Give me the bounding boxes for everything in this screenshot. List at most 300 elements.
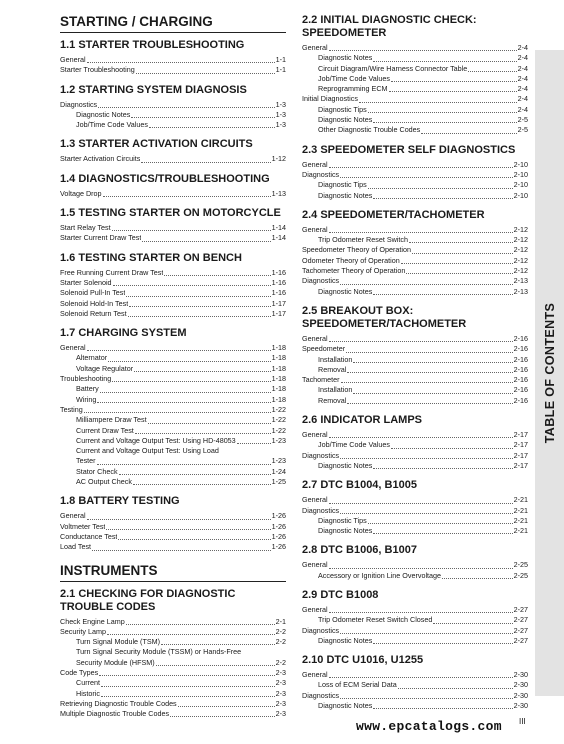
- table-of-contents-tab: [535, 50, 564, 696]
- toc-entry-title: Diagnostic Notes: [318, 286, 373, 296]
- toc-entry[interactable]: [302, 375, 528, 385]
- toc-entry[interactable]: [302, 526, 528, 536]
- toc-entry-title: Diagnostic Tips: [318, 180, 367, 190]
- dot-leader: [97, 464, 271, 465]
- dot-leader: [442, 578, 513, 579]
- toc-entry-page: 2-3: [275, 667, 286, 677]
- toc-entry-page: 2-16: [513, 333, 528, 343]
- toc-entry[interactable]: [302, 680, 528, 690]
- toc-entry-title: Circuit Diagram/Wire Harness Connector Table: [318, 63, 468, 73]
- toc-entry[interactable]: [302, 225, 528, 235]
- dot-leader: [406, 273, 512, 274]
- dot-leader: [129, 306, 270, 307]
- dot-leader: [353, 362, 512, 363]
- toc-entry-page: 1-23: [271, 456, 286, 466]
- toc-entry-title: Diagnostic Notes: [318, 526, 373, 536]
- toc-entry[interactable]: [302, 461, 528, 471]
- dot-leader: [347, 372, 512, 373]
- section-heading: 2.9 DTC B1008: [302, 588, 379, 601]
- toc-entry-page: 1-25: [271, 477, 286, 487]
- section-heading: 1.2 STARTING SYSTEM DIAGNOSIS: [60, 83, 247, 96]
- toc-entry[interactable]: [60, 658, 286, 668]
- toc-entry-page: 1-16: [271, 288, 286, 298]
- toc-entry-page: 1-3: [275, 99, 286, 109]
- toc-entry[interactable]: [60, 415, 286, 425]
- dot-leader: [340, 458, 512, 459]
- toc-entry[interactable]: [302, 701, 528, 711]
- toc-entry[interactable]: [60, 426, 286, 436]
- toc-entry[interactable]: [302, 506, 528, 516]
- toc-entry-page: 2-30: [513, 670, 528, 680]
- toc-entry-title: Start Relay Test: [60, 223, 111, 233]
- toc-entry-page: 1-18: [271, 363, 286, 373]
- toc-entry-title: Starter Current Draw Test: [60, 233, 142, 243]
- dot-leader: [101, 696, 275, 697]
- dot-leader: [99, 675, 274, 676]
- dot-leader: [164, 275, 270, 276]
- dot-leader: [101, 686, 275, 687]
- toc-entry-page: 1-18: [271, 384, 286, 394]
- toc-entry[interactable]: [302, 636, 528, 646]
- toc-entry-title: General: [302, 159, 328, 169]
- toc-entry[interactable]: [302, 516, 528, 526]
- section-heading: 1.8 BATTERY TESTING: [60, 495, 180, 508]
- toc-entry-title: Load Test: [60, 542, 92, 552]
- toc-entry-title: Installation: [318, 354, 353, 364]
- toc-entry-page: 1-26: [271, 542, 286, 552]
- dot-leader: [135, 433, 271, 434]
- dot-leader: [112, 230, 271, 231]
- toc-entry[interactable]: [302, 560, 528, 570]
- toc-entry-page: 2-2: [275, 657, 286, 667]
- toc-right-sections: [302, 14, 528, 711]
- toc-entry[interactable]: [60, 699, 286, 709]
- toc-entry[interactable]: [302, 105, 528, 115]
- toc-entry-page: 1-23: [271, 435, 286, 445]
- toc-entry-title: General: [302, 430, 328, 440]
- toc-entry-page: 1-22: [271, 425, 286, 435]
- toc-entry[interactable]: [60, 637, 286, 647]
- toc-entry-title: Multiple Diagnostic Trouble Codes: [60, 709, 170, 719]
- toc-entry[interactable]: [60, 154, 286, 164]
- toc-entry-page: 1-14: [271, 233, 286, 243]
- toc-entry[interactable]: [302, 605, 528, 615]
- dot-leader: [368, 188, 513, 189]
- toc-entry[interactable]: [302, 256, 528, 266]
- dot-leader: [409, 242, 513, 243]
- toc-entry[interactable]: [302, 64, 528, 74]
- toc-entry-page: 2-4: [517, 84, 528, 94]
- dot-leader: [97, 402, 270, 403]
- toc-entry-title: Stator Check: [76, 466, 118, 476]
- toc-entry-title: Turn Signal Module (TSM): [76, 637, 161, 647]
- toc-entry-page: 2-25: [513, 560, 528, 570]
- toc-entry-page: 1-1: [275, 65, 286, 75]
- toc-entry-page: 2-4: [517, 94, 528, 104]
- dot-leader: [359, 102, 517, 103]
- toc-entry-page: 2-30: [513, 690, 528, 700]
- toc-entry-title: Accessory or Ignition Line Overvoltage: [318, 570, 442, 580]
- toc-entry-page: 2-12: [513, 266, 528, 276]
- toc-entry-title: Diagnostic Notes: [76, 109, 131, 119]
- toc-entry-page: 2-21: [513, 526, 528, 536]
- section-heading: 1.6 TESTING STARTER ON BENCH: [60, 251, 242, 264]
- dot-leader: [389, 91, 517, 92]
- toc-entry[interactable]: [302, 235, 528, 245]
- toc-entry-title: Milliampere Draw Test: [76, 415, 147, 425]
- toc-entry-title: General: [302, 670, 328, 680]
- toc-entry-title: Other Diagnostic Trouble Codes: [318, 125, 421, 135]
- toc-entry-title: Job/Time Code Values: [76, 120, 148, 130]
- toc-entry-page: 2-27: [513, 615, 528, 625]
- toc-entry[interactable]: [60, 288, 286, 298]
- toc-entry[interactable]: [302, 191, 528, 201]
- toc-entry-title: Job/Time Code Values: [318, 73, 390, 83]
- toc-entry-page: 2-4: [517, 73, 528, 83]
- toc-entry[interactable]: [302, 115, 528, 125]
- toc-entry-title: Voltage Drop: [60, 188, 102, 198]
- toc-entry[interactable]: [60, 299, 286, 309]
- toc-entry-page: 2-3: [275, 688, 286, 698]
- dot-leader: [329, 568, 513, 569]
- toc-entry-page: 2-10: [513, 190, 528, 200]
- toc-entry[interactable]: [60, 364, 286, 374]
- toc-entry-title: Security Lamp: [60, 626, 106, 636]
- dot-leader: [329, 232, 513, 233]
- toc-entry[interactable]: [302, 125, 528, 135]
- toc-entry[interactable]: [60, 278, 286, 288]
- dot-leader: [373, 468, 512, 469]
- toc-entry-page: 2-16: [513, 395, 528, 405]
- toc-entry[interactable]: [60, 689, 286, 699]
- dot-leader: [136, 73, 275, 74]
- toc-entry-title: Diagnostics: [302, 505, 340, 515]
- section-heading: 1.5 TESTING STARTER ON MOTORCYCLE: [60, 207, 281, 220]
- toc-entry-page: 1-26: [271, 511, 286, 521]
- dot-leader: [141, 162, 270, 163]
- toc-entry-title: Wiring: [76, 394, 97, 404]
- toc-entry-page: 1-26: [271, 521, 286, 531]
- dot-leader: [103, 196, 271, 197]
- toc-entry[interactable]: [302, 396, 528, 406]
- dot-leader: [368, 523, 513, 524]
- toc-entry[interactable]: [60, 511, 286, 521]
- toc-entry-page: 1-16: [271, 267, 286, 277]
- section-heading: 2.2 INITIAL DIAGNOSTIC CHECK: SPEEDOMETER: [302, 14, 477, 39]
- toc-entry-title: Diagnostic Notes: [318, 190, 373, 200]
- side-tab-label: TABLE OF CONTENTS: [542, 302, 557, 444]
- toc-entry-title: Reprogramming ECM: [318, 84, 388, 94]
- dot-leader: [340, 177, 512, 178]
- toc-entry[interactable]: [60, 110, 286, 120]
- toc-entry-page: 1-18: [271, 374, 286, 384]
- dot-leader: [373, 643, 512, 644]
- toc-entry[interactable]: [60, 647, 286, 657]
- section-heading: 2.1 CHECKING FOR DIAGNOSTIC TROUBLE CODES: [60, 587, 236, 613]
- toc-entry-page: 1-3: [275, 109, 286, 119]
- toc-entry-page: 1-18: [271, 353, 286, 363]
- toc-entry-title: Diagnostics: [302, 450, 340, 460]
- toc-entry[interactable]: [302, 430, 528, 440]
- toc-entry[interactable]: [302, 334, 528, 344]
- dot-leader: [373, 122, 516, 123]
- dot-leader: [161, 644, 275, 645]
- dot-leader: [131, 117, 274, 118]
- section-heading: 2.7 DTC B1004, B1005: [302, 479, 417, 492]
- toc-entry-page: 2-17: [513, 460, 528, 470]
- dot-leader: [340, 513, 512, 514]
- toc-entry-title: Tachometer Theory of Operation: [302, 266, 406, 276]
- toc-entry-title: Starter Troubleshooting: [60, 65, 135, 75]
- section-heading: 2.4 SPEEDOMETER/TACHOMETER: [302, 208, 485, 221]
- dot-leader: [329, 612, 513, 613]
- dot-leader: [373, 533, 512, 534]
- toc-entry-title: Diagnostic Notes: [318, 701, 373, 711]
- toc-entry[interactable]: [302, 355, 528, 365]
- toc-entry-title: Loss of ECM Serial Data: [318, 680, 397, 690]
- toc-entry-page: 2-17: [513, 440, 528, 450]
- toc-entry[interactable]: [302, 245, 528, 255]
- toc-entry-page: 1-18: [271, 343, 286, 353]
- toc-entry-title: Solenoid Pull-In Test: [60, 288, 126, 298]
- toc-entry-page: 2-3: [275, 709, 286, 719]
- toc-entry-page: 1-17: [271, 298, 286, 308]
- dot-leader: [329, 677, 513, 678]
- toc-entry-title: Trip Odometer Reset Switch Closed: [318, 615, 433, 625]
- toc-entry-page: 2-30: [513, 701, 528, 711]
- toc-entry[interactable]: [60, 268, 286, 278]
- toc-entry-title: Tester: [76, 456, 96, 466]
- toc-entry[interactable]: [302, 440, 528, 450]
- dot-leader: [329, 167, 513, 168]
- dot-leader: [373, 61, 516, 62]
- toc-entry[interactable]: [60, 532, 286, 542]
- dot-leader: [87, 350, 271, 351]
- toc-entry[interactable]: [60, 617, 286, 627]
- dot-leader: [329, 503, 513, 504]
- toc-entry-page: 2-12: [513, 235, 528, 245]
- toc-entry[interactable]: [302, 74, 528, 84]
- toc-entry-page: 2-3: [275, 698, 286, 708]
- toc-entry[interactable]: [302, 615, 528, 625]
- toc-entry-title: Free Running Current Draw Test: [60, 267, 164, 277]
- toc-entry-title: Diagnostic Notes: [318, 635, 373, 645]
- toc-entry-page: 1-24: [271, 466, 286, 476]
- toc-right-column: [302, 14, 528, 711]
- toc-entry[interactable]: [302, 691, 528, 701]
- toc-entry[interactable]: [60, 436, 286, 446]
- dot-leader: [170, 716, 275, 717]
- toc-entry-title: General: [302, 560, 328, 570]
- toc-entry[interactable]: [302, 385, 528, 395]
- dot-leader: [329, 50, 517, 51]
- dot-leader: [126, 296, 270, 297]
- toc-entry-page: 1-22: [271, 415, 286, 425]
- toc-entry[interactable]: [302, 84, 528, 94]
- toc-left-column: [60, 14, 286, 719]
- toc-entry[interactable]: [302, 170, 528, 180]
- toc-entry[interactable]: [302, 94, 528, 104]
- dot-leader: [346, 352, 512, 353]
- dot-leader: [92, 550, 271, 551]
- dot-leader: [112, 381, 270, 382]
- toc-entry[interactable]: [60, 467, 286, 477]
- dot-leader: [87, 62, 275, 63]
- toc-entry-title: Starter Activation Circuits: [60, 154, 141, 164]
- toc-entry[interactable]: [302, 626, 528, 636]
- dot-leader: [126, 624, 275, 625]
- dot-leader: [98, 107, 274, 108]
- toc-entry[interactable]: [60, 233, 286, 243]
- toc-entry[interactable]: [302, 287, 528, 297]
- toc-entry-title: General: [302, 333, 328, 343]
- toc-entry[interactable]: [302, 43, 528, 53]
- toc-left-sections-2: [60, 588, 286, 720]
- toc-entry[interactable]: [60, 542, 286, 552]
- toc-entry-page: 2-12: [513, 224, 528, 234]
- toc-entry[interactable]: [60, 456, 286, 466]
- toc-entry[interactable]: [302, 365, 528, 375]
- toc-entry-title: Code Types: [60, 667, 99, 677]
- toc-entry-title: Voltmeter Test: [60, 521, 106, 531]
- toc-entry-page: 2-16: [513, 344, 528, 354]
- toc-entry-page: 2-10: [513, 169, 528, 179]
- toc-entry[interactable]: [60, 353, 286, 363]
- toc-entry[interactable]: [60, 395, 286, 405]
- section-heading: 1.1 STARTER TROUBLESHOOTING: [60, 39, 245, 51]
- toc-entry-page: 2-17: [513, 450, 528, 460]
- toc-entry[interactable]: [60, 65, 286, 75]
- toc-entry-title: General: [302, 43, 328, 52]
- dot-leader: [398, 688, 513, 689]
- dot-leader: [156, 665, 275, 666]
- toc-entry[interactable]: [60, 405, 286, 415]
- toc-entry[interactable]: [60, 374, 286, 384]
- toc-entry-page: 1-13: [271, 188, 286, 198]
- toc-entry[interactable]: [302, 495, 528, 505]
- toc-entry[interactable]: [60, 120, 286, 130]
- dot-leader: [87, 519, 271, 520]
- dot-leader: [468, 71, 516, 72]
- toc-entry-page: 2-16: [513, 375, 528, 385]
- toc-entry-title: Check Engine Lamp: [60, 616, 125, 626]
- toc-entry[interactable]: [302, 670, 528, 680]
- dot-leader: [113, 285, 271, 286]
- toc-entry-title: Alternator: [76, 353, 108, 363]
- toc-entry-page: 2-12: [513, 245, 528, 255]
- toc-entry-title: Initial Diagnostics: [302, 94, 358, 104]
- toc-entry[interactable]: [60, 55, 286, 65]
- toc-entry[interactable]: [302, 276, 528, 286]
- toc-entry-title: Diagnostics: [302, 276, 340, 286]
- toc-entry[interactable]: [60, 309, 286, 319]
- section-heading: 2.3 SPEEDOMETER SELF DIAGNOSTICS: [302, 143, 516, 156]
- toc-entry-title: Removal: [318, 364, 347, 374]
- dot-leader: [391, 448, 513, 449]
- toc-entry-page: 2-16: [513, 385, 528, 395]
- dot-leader: [340, 284, 512, 285]
- watermark-text: www.epcatalogs.com: [356, 719, 502, 734]
- toc-entry-title: Installation: [318, 385, 353, 395]
- dot-leader: [107, 634, 275, 635]
- toc-entry-title: Conductance Test: [60, 531, 118, 541]
- toc-entry[interactable]: [60, 343, 286, 353]
- toc-entry-page: 2-13: [513, 286, 528, 296]
- toc-entry-title: Historic: [76, 688, 100, 698]
- toc-entry-page: 1-14: [271, 223, 286, 233]
- toc-entry-page: 2-4: [517, 43, 528, 52]
- toc-entry[interactable]: [302, 180, 528, 190]
- toc-entry-page: 2-2: [275, 637, 286, 647]
- toc-entry-page: 2-4: [517, 63, 528, 73]
- toc-entry-page: 2-13: [513, 276, 528, 286]
- dot-leader: [373, 294, 512, 295]
- toc-entry[interactable]: [302, 344, 528, 354]
- toc-entry-page: 2-27: [513, 635, 528, 645]
- toc-entry-title: Tachometer: [302, 375, 340, 385]
- toc-entry-page: 2-21: [513, 515, 528, 525]
- toc-entry-page: 2-4: [517, 104, 528, 114]
- toc-entry-page: 2-21: [513, 495, 528, 505]
- toc-entry-page: 1-26: [271, 531, 286, 541]
- toc-entry-title: Current and Voltage Output Test: Using Load: [76, 446, 219, 456]
- toc-entry[interactable]: [60, 384, 286, 394]
- dot-leader: [433, 623, 512, 624]
- dot-leader: [133, 484, 271, 485]
- toc-entry[interactable]: [302, 266, 528, 276]
- dot-leader: [353, 393, 512, 394]
- dot-leader: [84, 412, 271, 413]
- toc-entry-title: Current Draw Test: [76, 425, 134, 435]
- toc-entry-page: 2-21: [513, 505, 528, 515]
- toc-entry-page: 1-3: [275, 120, 286, 130]
- toc-entry[interactable]: [60, 100, 286, 110]
- toc-entry[interactable]: [60, 522, 286, 532]
- toc-entry[interactable]: [60, 627, 286, 637]
- toc-entry-title: Diagnostics: [302, 625, 340, 635]
- dot-leader: [108, 361, 270, 362]
- toc-entry[interactable]: [302, 160, 528, 170]
- toc-entry[interactable]: [60, 223, 286, 233]
- dot-leader: [178, 706, 275, 707]
- dot-leader: [373, 708, 512, 709]
- toc-entry[interactable]: [302, 571, 528, 581]
- toc-entry-title: AC Output Check: [76, 477, 132, 487]
- dot-leader: [329, 341, 513, 342]
- toc-entry[interactable]: [60, 678, 286, 688]
- toc-entry-title: General: [302, 495, 328, 505]
- dot-leader: [401, 263, 513, 264]
- toc-entry-title: Job/Time Code Values: [318, 440, 390, 450]
- dot-leader: [237, 443, 271, 444]
- toc-entry[interactable]: [60, 189, 286, 199]
- toc-entry[interactable]: [302, 451, 528, 461]
- toc-entry-page: 2-25: [513, 570, 528, 580]
- toc-entry-title: Diagnostics: [60, 99, 98, 109]
- toc-entry-title: Odometer Theory of Operation: [302, 255, 400, 265]
- toc-entry-page: 2-5: [517, 115, 528, 125]
- toc-entry[interactable]: [60, 709, 286, 719]
- dot-leader: [412, 253, 513, 254]
- toc-entry[interactable]: [60, 477, 286, 487]
- toc-entry[interactable]: [302, 53, 528, 63]
- dot-leader: [100, 392, 271, 393]
- dot-leader: [118, 539, 270, 540]
- toc-entry[interactable]: [60, 446, 286, 456]
- toc-entry[interactable]: [60, 668, 286, 678]
- section-heading: 2.6 INDICATOR LAMPS: [302, 414, 422, 427]
- toc-entry-page: 2-12: [513, 255, 528, 265]
